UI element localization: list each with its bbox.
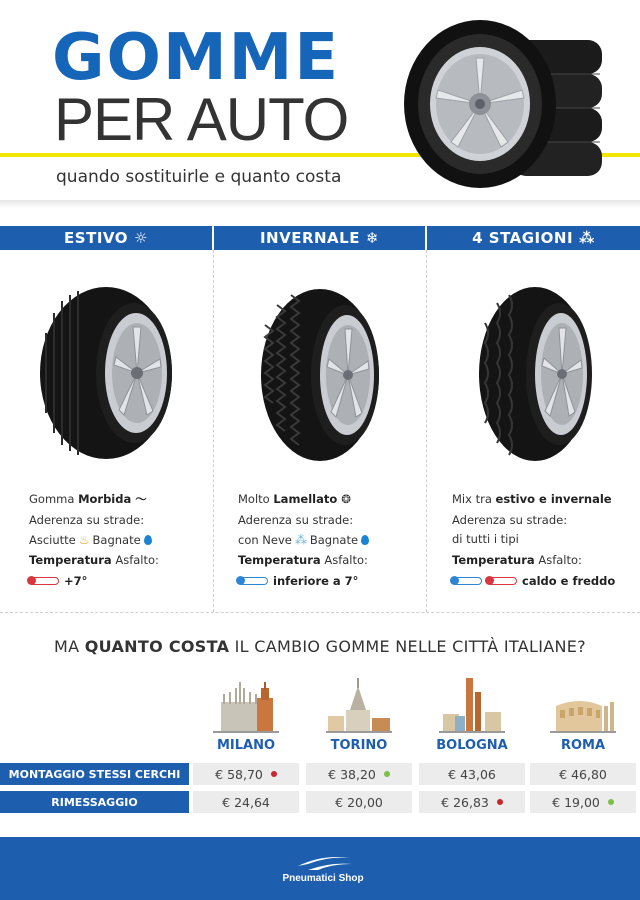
city-milano: [193, 676, 299, 756]
city-name: BOLOGNA: [436, 738, 508, 753]
sipe-icon: ❂: [337, 492, 351, 506]
snowflake-icon: ❄: [365, 229, 380, 247]
info-line-1: Gomma Morbida ～: [29, 492, 147, 506]
city-bologna: [419, 676, 525, 756]
category-4-stagioni: [427, 226, 640, 250]
category-invernale: [214, 226, 425, 250]
all-season-tire-icon: [475, 283, 595, 465]
info-line-4: Temperatura Asfalto:: [452, 553, 582, 567]
info-line-5: +7°: [29, 576, 87, 588]
water-drop-icon: [361, 535, 369, 545]
info-line-4: Temperatura Asfalto:: [29, 553, 159, 567]
table-cell: € 19,00: [530, 791, 636, 813]
green-dot-icon: [384, 771, 390, 777]
winter-tire-icon: [257, 285, 383, 465]
info-line-2: Aderenza su strade:: [452, 513, 568, 527]
table-cell: € 24,64: [193, 791, 299, 813]
table-cell: € 26,83: [419, 791, 525, 813]
category-estivo: [0, 226, 212, 250]
green-dot-icon: [608, 799, 614, 805]
category-label: ESTIVO: [64, 229, 128, 247]
pneumatici-shop-logo[interactable]: [268, 852, 378, 888]
thermometer-hot-icon: [29, 577, 59, 585]
section-divider: [0, 612, 640, 613]
title-per-auto: PER AUTO: [54, 86, 349, 153]
table-cell: € 58,70: [193, 763, 299, 785]
info-line-3: con Neve ⁂ Bagnate: [238, 534, 369, 547]
info-line-1: Mix tra estivo e invernale: [452, 492, 612, 506]
city-roma: [530, 676, 636, 756]
four-seasons-icon: ⁂: [579, 229, 595, 247]
bologna-towers-icon: [419, 676, 525, 736]
red-dot-icon: [271, 771, 277, 777]
torino-mole-icon: [306, 676, 412, 736]
thermometer-cold-icon: [452, 577, 482, 585]
info-line-2: Aderenza su strade:: [238, 513, 354, 527]
info-line-4: Temperatura Asfalto:: [238, 553, 368, 567]
table-cell: € 46,80: [530, 763, 636, 785]
red-dot-icon: [497, 799, 503, 805]
city-name: TORINO: [330, 738, 388, 753]
row-label-rimessaggio: RIMESSAGGIO: [0, 791, 189, 813]
thermometer-hot-icon: [487, 577, 517, 585]
title-gomme: GOMME: [52, 21, 341, 95]
info-line-5: caldo e freddo: [452, 576, 615, 588]
snow-icon: ⁂: [294, 533, 307, 547]
thermometer-cold-icon: [238, 577, 268, 585]
roma-colosseum-icon: [530, 676, 636, 736]
column-divider: [426, 250, 427, 612]
soft-icon: ～: [131, 492, 147, 506]
info-line-3: Asciutte ♨ Bagnate: [29, 534, 152, 547]
info-line-3: di tutti i tipi: [452, 532, 519, 546]
table-cell: € 43,06: [419, 763, 525, 785]
water-drop-icon: [144, 535, 152, 545]
heat-waves-icon: ♨: [78, 533, 90, 547]
header: [0, 0, 640, 215]
city-torino: [306, 676, 412, 756]
cost-title: MA QUANTO COSTA IL CAMBIO GOMME NELLE CITTÀ ITALIANE?: [54, 637, 586, 656]
table-cell: € 20,00: [306, 791, 412, 813]
info-line-5: inferiore a 7°: [238, 576, 358, 588]
logo-swoosh-icon: [268, 852, 378, 874]
header-divider: [0, 200, 640, 208]
summer-tire-icon: [36, 283, 176, 463]
milano-duomo-icon: [193, 676, 299, 736]
category-label: 4 STAGIONI: [472, 229, 574, 247]
stacked-tires-icon: [400, 12, 610, 192]
category-label: INVERNALE: [259, 229, 360, 247]
city-name: MILANO: [216, 738, 276, 753]
table-cell: € 38,20: [306, 763, 412, 785]
sun-icon: ☼: [134, 229, 148, 247]
subtitle: quando sostituirle e quanto costa: [56, 167, 342, 187]
row-label-montaggio: MONTAGGIO STESSI CERCHI: [0, 763, 189, 785]
city-name: ROMA: [560, 738, 606, 753]
info-line-2: Aderenza su strade:: [29, 513, 145, 527]
info-line-1: Molto Lamellato ❂: [238, 492, 351, 506]
column-divider: [213, 250, 214, 612]
logo-text: Pneumatici Shop: [282, 873, 364, 884]
